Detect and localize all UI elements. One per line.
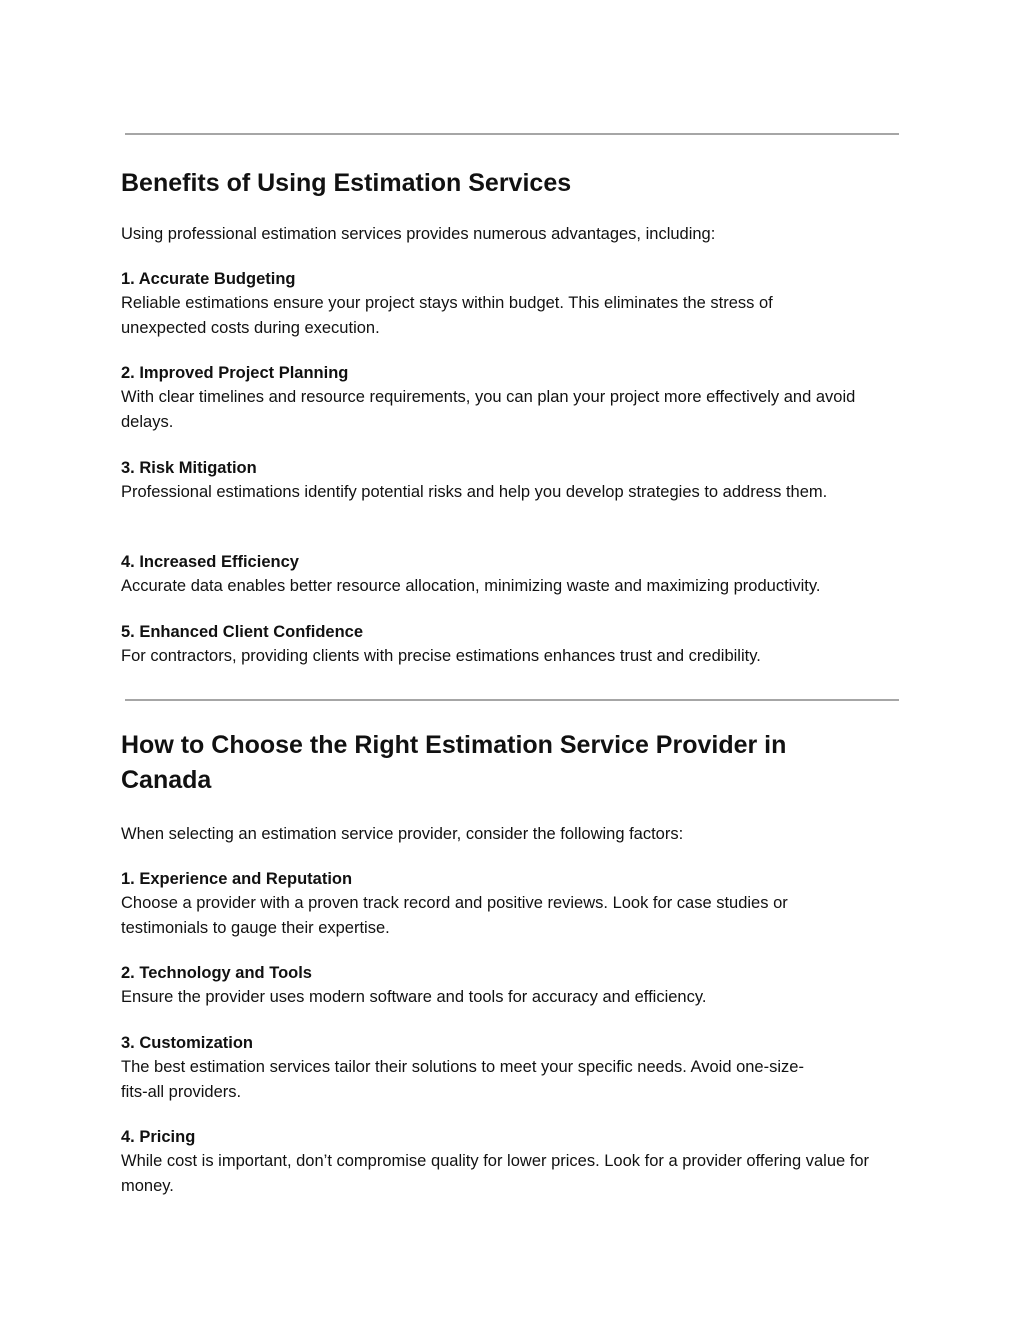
item-title: 1. Accurate Budgeting [121,270,296,288]
item-title: 1. Experience and Reputation [121,870,353,888]
item-text: Accurate data enables better resource allocation, minimizing waste and maximizing productivity. [121,577,821,595]
section2-heading: How to Choose the Right Estimation Service Provider in Canada [121,731,787,794]
item-title: 4. Increased Efficiency [121,553,299,571]
list-item [121,457,896,505]
list-item [121,1032,896,1104]
list-item [121,621,896,669]
item-title: 3. Risk Mitigation [121,459,257,477]
section-divider-middle [125,699,899,701]
list-item [121,868,896,940]
item-title: 5. Enhanced Client Confidence [121,623,364,641]
item-text: Professional estimations identify potential risks and help you develop strategies to address them. [121,483,828,501]
section1-heading: Benefits of Using Estimation Services [121,169,572,197]
section-divider-top [125,133,899,135]
section1-intro: Using professional estimation services provides numerous advantages, including: [121,225,716,243]
item-title: 2. Improved Project Planning [121,364,349,382]
item-title: 2. Technology and Tools [121,964,312,982]
item-title: 3. Customization [121,1034,254,1052]
list-item [121,1126,896,1198]
item-text: With clear timelines and resource requirements, you can plan your project more effectively and avoid delays. [121,388,856,431]
item-text: While cost is important, don’t compromise quality for lower prices. Look for a provider offering value for money. [121,1152,870,1195]
item-text: Choose a provider with a proven track record and positive reviews. Look for case studies or testimonials to gauge their expertise. [121,894,788,937]
item-text: Reliable estimations ensure your project stays within budget. This eliminates the stress of unexpected costs during execution. [121,294,773,337]
list-item [121,362,896,434]
item-text: The best estimation services tailor their solutions to meet your specific needs. Avoid one-size-fits-all providers. [121,1058,804,1101]
section2-intro: When selecting an estimation service provider, consider the following factors: [121,825,684,843]
item-text: For contractors, providing clients with precise estimations enhances trust and credibility. [121,647,761,665]
list-item [121,268,896,340]
item-text: Ensure the provider uses modern software and tools for accuracy and efficiency. [121,988,707,1006]
item-title: 4. Pricing [121,1128,196,1146]
list-item [121,551,896,599]
list-item [121,962,896,1010]
